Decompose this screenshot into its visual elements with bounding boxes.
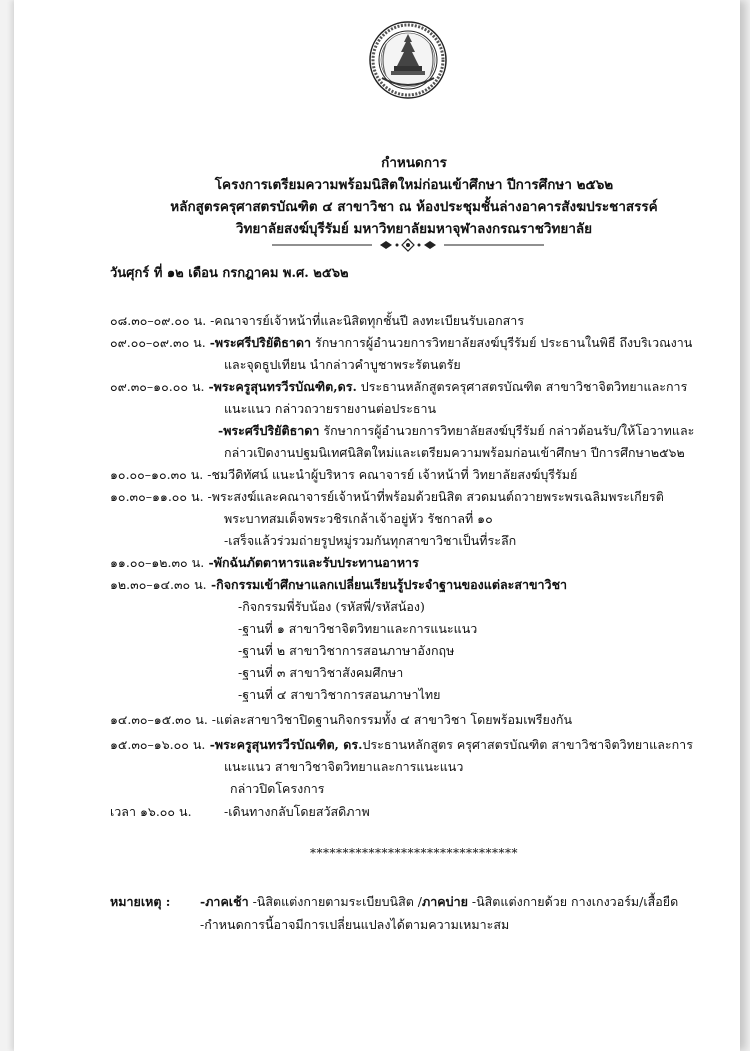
schedule-row-4 — [110, 465, 577, 485]
schedule-row-5-cont2: -เสร็จแล้วร่วมถ่ายรูปหมู่รวมกันทุกสาขาวิชาเป็นที่ระลึก — [224, 533, 517, 548]
row-text: -พักฉันภัตตาหารและรับประทานอาหาร — [204, 555, 419, 570]
note-line-2: -กำหนดการนี้อาจมีการเปลี่ยนแปลงได้ตามความเหมาะสม — [200, 917, 510, 932]
schedule-subitem: -ฐานที่ ๒ สาขาวิชาการสอนภาษาอังกฤษ — [238, 643, 455, 658]
row-time: ๐๙.๓๐–๑๐.๐๐ น. — [110, 379, 205, 394]
row-time: ๑๔.๓๐–๑๕.๓๐ น. — [110, 712, 208, 727]
title-line-3: หลักสูตรครุศาสตรบัณฑิต ๔ สาขาวิชา ณ ห้องประชุมชั้นล่างอาคารสังฆประชาสรรค์ — [170, 199, 658, 215]
ornament-divider-icon — [272, 238, 544, 252]
title-line-4: วิทยาลัยสงฆ์บุรีรัมย์ มหาวิทยาลัยมหาจุฬาลงกรณราชวิทยาลัย — [235, 221, 593, 237]
row-text: -ชมวีดิทัศน์ แนะนำผู้บริหาร คณาจารย์ เจ้าหน้าที่ วิทยาลัยสงฆ์บุรีรัมย์ — [203, 467, 578, 482]
note-afternoon-label: ภาคบ่าย — [422, 894, 468, 909]
row-time: ๑๐.๓๐–๑๑.๐๐ น. — [110, 489, 204, 504]
row-time: ๐๙.๐๐–๐๙.๓๐ น. — [110, 335, 206, 350]
row-time: เวลา ๑๖.๐๐ น. — [110, 804, 192, 819]
row-text: รักษาการผู้อำนวยการวิทยาลัยสงฆ์บุรีรัมย์ ประธานในพิธี ถึงบริเวณงาน — [311, 335, 693, 350]
document-page — [14, 0, 740, 1051]
title-line-1: กำหนดการ — [381, 155, 447, 171]
row-time: ๐๘.๓๐–๐๙.๐๐ น. — [110, 313, 207, 328]
schedule-row-8 — [110, 710, 572, 730]
row-text: -แต่ละสาขาวิชาปิดฐานกิจกรรมทั้ง ๔ สาขาวิชา โดยพร้อมเพรียงกัน — [207, 712, 573, 727]
row-speaker: -พระศรีปริยัติธาดา — [209, 335, 312, 350]
row-speaker: -พระครูสุนทรวีรบัณฑิต,ดร. — [208, 379, 357, 394]
schedule-row-3b-cont: กล่าวเปิดงานปฐมนิเทศนิสิตใหม่และเตรียมความพร้อมก่อนเข้าศึกษา ปีการศึกษา๒๕๖๒ — [224, 445, 685, 460]
row-speaker: -พระครูสุนทรวีรบัณฑิต, ดร. — [205, 737, 363, 752]
note-morning-label: -ภาคเช้า — [200, 894, 249, 909]
schedule-row-9 — [110, 735, 693, 755]
row-text: ประธานหลักสูตรครุศาสตรบัณฑิต สาขาวิชาจิตวิทยาและการ — [356, 379, 688, 394]
row-text: รักษาการผู้อำนวยการวิทยาลัยสงฆ์บุรีรัมย์ กล่าวต้อนรับ/ให้โอวาทและ — [319, 423, 695, 438]
date-line: วันศุกร์ ที่ ๑๒ เดือน กรกฎาคม พ.ศ. ๒๕๖๒ — [110, 266, 349, 281]
schedule-subitem: -ฐานที่ ๔ สาขาวิชาการสอนภาษาไทย — [238, 687, 441, 702]
note-afternoon-text: -นิสิตแต่งกายด้วย กางเกงวอร์ม/เสื้อยืด — [467, 894, 679, 909]
schedule-row-1 — [110, 311, 524, 331]
separator-line: ******************************** — [310, 846, 518, 860]
schedule-row-3-cont: แนะแนว กล่าวถวายรายงานต่อประธาน — [224, 401, 437, 416]
schedule-row-2-cont: และจุดธูปเทียน นำกล่าวคำบูชาพระรัตนตรัย — [224, 357, 461, 372]
row-time: ๑๒.๓๐–๑๔.๓๐ น. — [110, 577, 207, 592]
row-time: ๑๕.๓๐–๑๖.๐๐ น. — [110, 737, 206, 752]
schedule-row-3b — [218, 421, 694, 441]
row-text: -พระสงฆ์และคณาจารย์เจ้าหน้าที่พร้อมด้วยนิสิต สวดมนต์ถวายพระพรเฉลิมพระเกียรติ — [203, 489, 664, 504]
title-line-2: โครงการเตรียมความพร้อมนิสิตใหม่ก่อนเข้าศึกษา ปีการศึกษา ๒๕๖๒ — [214, 177, 614, 193]
row-time: ๑๐.๐๐–๑๐.๓๐ น. — [110, 467, 204, 482]
row-time: ๑๑.๐๐–๑๒.๓๐ น. — [110, 555, 205, 570]
row-text: -คณาจารย์เจ้าหน้าที่และนิสิตทุกชั้นปี ลงทะเบียนรับเอกสาร — [210, 313, 525, 328]
row-speaker: -พระศรีปริยัติธาดา — [218, 423, 320, 438]
schedule-subitem: -ฐานที่ ๓ สาขาวิชาสังคมศึกษา — [238, 665, 404, 680]
schedule-row-5 — [110, 487, 664, 507]
schedule-row-9-cont2: กล่าวปิดโครงการ — [230, 781, 325, 796]
university-seal-icon — [368, 20, 448, 100]
schedule-subitem: -กิจกรรมพี่รับน้อง (รหัสพี่/รหัสน้อง) — [238, 599, 425, 614]
row-text: ประธานหลักสูตร ครุศาสตรบัณฑิต สาขาวิชาจิตวิทยาและการ — [362, 737, 693, 752]
schedule-row-7 — [110, 575, 567, 595]
note-morning-text: -นิสิตแต่งกายตามระเบียบนิสิต / — [248, 894, 423, 909]
notes-label: หมายเหตุ : — [110, 894, 171, 909]
schedule-row-3 — [110, 377, 687, 397]
schedule-row-10 — [110, 802, 192, 822]
schedule-row-5-cont: พระบาทสมเด็จพระวชิรเกล้าเจ้าอยู่หัว รัชกาลที่ ๑๐ — [224, 511, 493, 526]
schedule-row-9-cont: แนะแนว สาขาวิชาจิตวิทยาและการแนะแนว — [224, 759, 464, 774]
row-text: -กิจกรรมเข้าศึกษาแลกเปลี่ยนเรียนรู้ประจำฐานของแต่ละสาขาวิชา — [206, 577, 568, 592]
schedule-row-2 — [110, 333, 692, 353]
note-line-1 — [200, 892, 678, 912]
schedule-row-6 — [110, 553, 419, 573]
schedule-subitem: -ฐานที่ ๑ สาขาวิชาจิตวิทยาและการแนะแนว — [238, 621, 478, 636]
schedule-row-10-text: -เดินทางกลับโดยสวัสดิภาพ — [224, 804, 370, 819]
